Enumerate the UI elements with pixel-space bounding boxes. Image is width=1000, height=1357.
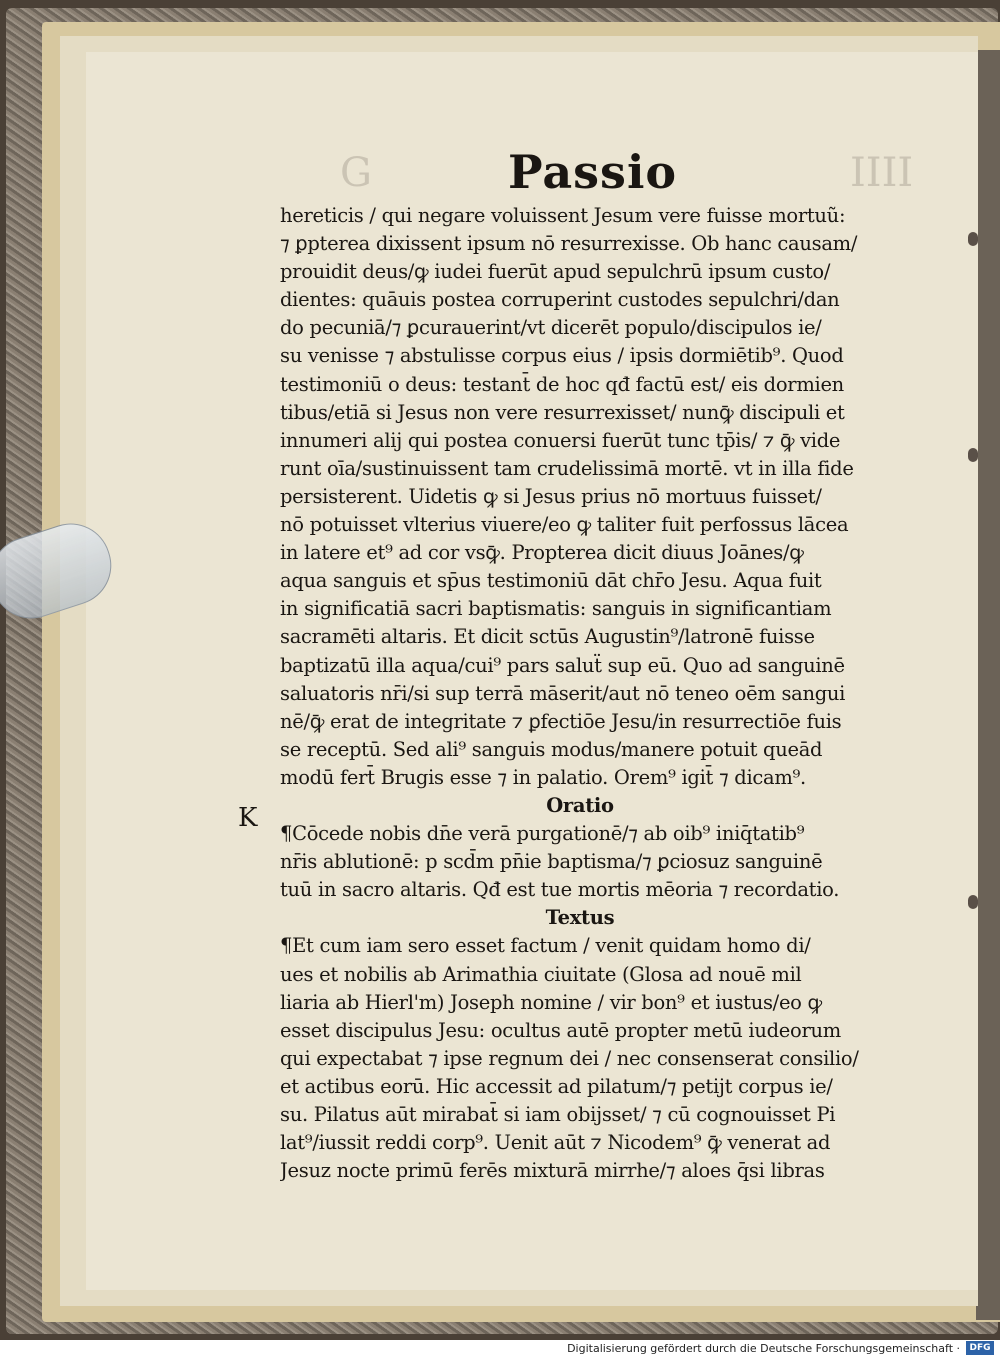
- text-line: nō potuisset vlterius viuere/eo ꝙ taliter fuit perfossus lācea: [280, 513, 849, 537]
- text-line: sacramēti altaris. Et dicit sctūs Augustin⁹/latronē fuisse: [280, 625, 815, 649]
- binding-pin: [968, 232, 978, 246]
- oratio-heading: Oratio: [546, 793, 614, 817]
- text-line: in significatiā sacri baptismatis: sanguis in significantiam: [280, 597, 832, 621]
- marginal-mark: K: [238, 803, 258, 833]
- text-line: baptizatū illa aqua/cui⁹ pars saluẗ sup eū. Quo ad sanguinē: [280, 653, 845, 677]
- oratio-line: tuū in sacro altaris. Qđ est tue mortis mēoria ⁊ recordatio.: [280, 878, 840, 902]
- text-line: prouidit deus/ꝙ iudei fuerūt apud sepulchrū ipsum custo/: [280, 260, 831, 284]
- text-line: persisterent. Uidetis ꝙ si Jesus prius nō mortuus fuisset/: [280, 484, 822, 508]
- text-line: hereticis / qui negare voluissent Jesum vere fuisse mortuũ:: [280, 204, 846, 227]
- oratio-line: ¶Cōcede nobis dn̄e verā purgationē/⁊ ab oib⁹ iniq̄tatib⁹: [280, 822, 805, 846]
- text-line: in latere et⁹ ad cor vsꝙ̄. Propterea dicit diuus Joānes/ꝙ: [280, 541, 804, 565]
- text-line: nē/ꝙ̄ erat de integritate ⁊ ꝑfectiōe Jesu/in resurrectiōe fuis: [280, 709, 842, 733]
- text-line: innumeri alij qui postea conuersi fuerūt tunc tp̄is/ ⁊ ꝙ̄ vide: [280, 428, 841, 452]
- text-line: do pecuniā/⁊ ꝑcurauerint/vt dicerēt populo/discipulos ie/: [280, 316, 822, 340]
- textus-line: liaria ab Hierl'm) Joseph nomine / vir bon⁹ et iustus/eo ꝙ: [280, 990, 822, 1014]
- text-line: runt oīa/sustinuissent tam crudelissimā mortē. vt in illa fide: [280, 456, 854, 480]
- show-through-text: IIII: [850, 150, 914, 196]
- textus-line: et actibus eorū. Hic accessit ad pilatum/⁊ petijt corpus ie/: [280, 1074, 833, 1098]
- oratio-line: nr̄is ablutionē: p scd̄m pn̄ie baptisma/⁊ ꝑciosuz sanguinē: [280, 850, 823, 874]
- show-through-text: G: [340, 150, 372, 196]
- textus-line: lat⁹/iussit reddi corp⁹. Uenit aūt ⁊ Nicodem⁹ ꝙ̄ venerat ad: [280, 1131, 831, 1155]
- binding-pin: [968, 448, 978, 462]
- dfg-logo: DFG: [966, 1341, 994, 1355]
- text-line: tibus/etiā si Jesus non vere resurrexisset/ nunꝙ̄ discipuli et: [280, 400, 845, 424]
- textus-heading: Textus: [545, 906, 615, 930]
- textus-line: ¶Et cum iam sero esset factum / venit quidam homo di/: [280, 934, 811, 958]
- text-line: ⁊ ꝑpterea dixissent ipsum nō resurrexisse. Ob hanc causam/: [280, 232, 858, 256]
- text-line: se receptū. Sed ali⁹ sanguis modus/manere potuit queād: [280, 737, 823, 761]
- textus-line: ues et nobilis ab Arimathia ciuitate (Glosa ad nouē mil: [280, 962, 802, 986]
- text-line: saluatoris nr̄i/si sup terrā māserit/aut nō teneo oēm sangui: [280, 681, 846, 705]
- body-text: [280, 202, 880, 1185]
- running-head: Passio: [508, 145, 678, 199]
- binding-pin: [968, 895, 978, 909]
- text-line: testimoniū o deus: testant̄ de hoc qđ factū est/ eis dormien: [280, 372, 844, 396]
- text-line: modū fert̄ Brugis esse ⁊ in palatio. Orem⁹ igit̄ ⁊ dicam⁹.: [280, 765, 806, 789]
- textus-line: esset discipulus Jesu: ocultus autē propter metū iudeorum: [280, 1018, 841, 1042]
- text-line: dientes: quāuis postea corruperint custodes sepulchri/dan: [280, 288, 840, 312]
- textus-line: Jesuz nocte primū ferēs mixturā mirrhe/⁊ aloes q̄si libras: [280, 1159, 825, 1183]
- text-line: aqua sanguis et sp̄us testimoniū dāt chr̄o Jesu. Aqua fuit: [280, 569, 822, 593]
- facing-page-edge: [976, 50, 1000, 1320]
- footer-bar: [0, 1340, 1000, 1357]
- textus-line: qui expectabat ⁊ ipse regnum dei / nec consenserat consilio/: [280, 1046, 859, 1070]
- funding-credit: Digitalisierung gefördert durch die Deutsche Forschungsgemeinschaft ·: [567, 1342, 960, 1355]
- textus-line: su. Pilatus aūt mirabat̄ si iam obijsset/ ⁊ cū cognouisset Pi: [280, 1103, 836, 1126]
- text-line: su venisse ⁊ abstulisse corpus eius / ipsis dormiētib⁹. Quod: [280, 344, 844, 368]
